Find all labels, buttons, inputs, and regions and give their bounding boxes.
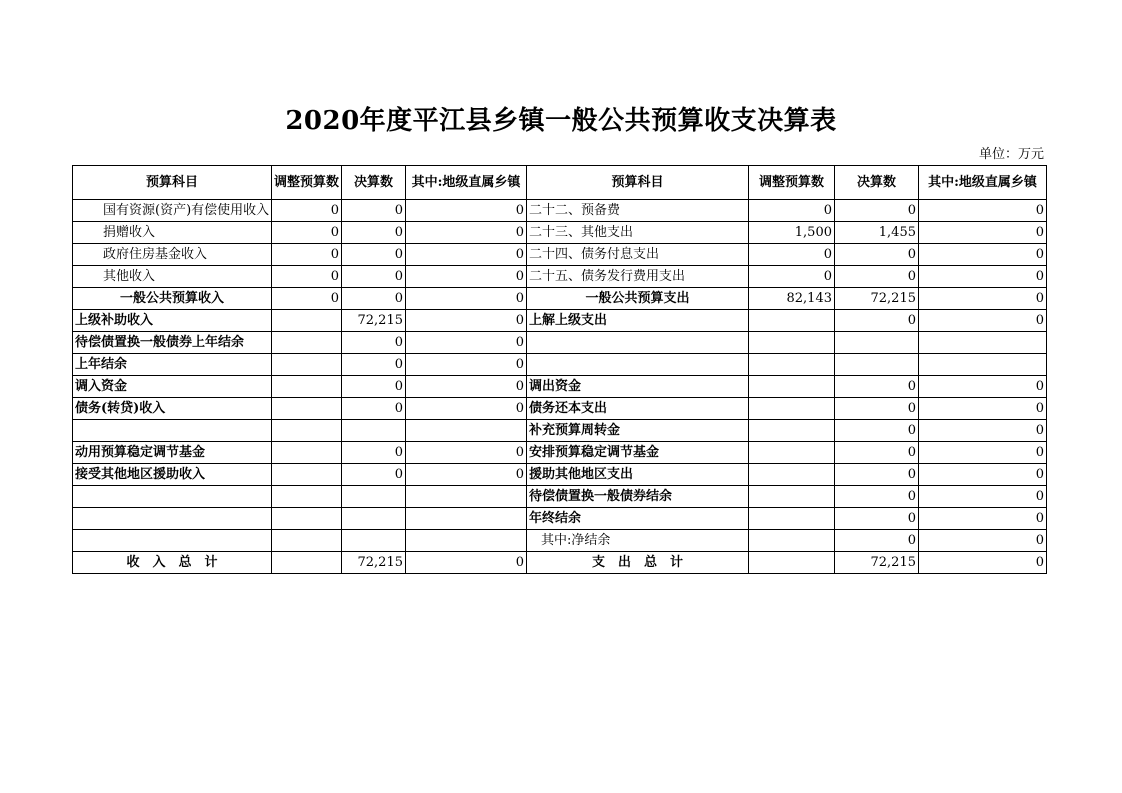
table-row xyxy=(73,266,1047,288)
right-subject-cell: 上解上级支出 xyxy=(527,310,749,332)
left-adjusted-cell xyxy=(272,442,342,464)
left-direct-cell: 0 xyxy=(406,200,527,222)
header-right-final: 决算数 xyxy=(835,166,919,200)
left-subject-cell: 动用预算稳定调节基金 xyxy=(73,442,272,464)
right-adjusted-cell: 82,143 xyxy=(749,288,835,310)
right-subject-cell: 二十二、预备费 xyxy=(527,200,749,222)
left-final-cell: 0 xyxy=(342,354,406,376)
right-direct-cell: 0 xyxy=(919,244,1047,266)
table-row xyxy=(73,288,1047,310)
right-subject-cell: 债务还本支出 xyxy=(527,398,749,420)
right-adjusted-cell xyxy=(749,332,835,354)
right-final-cell: 0 xyxy=(835,486,919,508)
right-final-cell: 0 xyxy=(835,420,919,442)
left-final-cell: 0 xyxy=(342,200,406,222)
left-direct-cell xyxy=(406,530,527,552)
table-row xyxy=(73,310,1047,332)
left-direct-cell: 0 xyxy=(406,464,527,486)
table-row xyxy=(73,464,1047,486)
table-row xyxy=(73,376,1047,398)
expenditure-total-direct: 0 xyxy=(919,552,1047,574)
right-direct-cell: 0 xyxy=(919,442,1047,464)
left-adjusted-cell: 0 xyxy=(272,222,342,244)
right-final-cell xyxy=(835,332,919,354)
right-adjusted-cell xyxy=(749,464,835,486)
right-subject-cell: 二十四、债务付息支出 xyxy=(527,244,749,266)
left-final-cell: 72,215 xyxy=(342,310,406,332)
unit-label: 单位：万元 xyxy=(978,147,1044,162)
left-direct-cell: 0 xyxy=(406,442,527,464)
left-subject-cell: 上年结余 xyxy=(73,354,272,376)
right-final-cell: 0 xyxy=(835,530,919,552)
table-row xyxy=(73,332,1047,354)
right-direct-cell: 0 xyxy=(919,420,1047,442)
right-direct-cell: 0 xyxy=(919,508,1047,530)
left-direct-cell: 0 xyxy=(406,376,527,398)
left-final-cell: 0 xyxy=(342,288,406,310)
right-adjusted-cell xyxy=(749,376,835,398)
left-adjusted-cell: 0 xyxy=(272,288,342,310)
table-row xyxy=(73,508,1047,530)
left-direct-cell: 0 xyxy=(406,244,527,266)
left-subject-cell: 政府住房基金收入 xyxy=(73,244,272,266)
header-left-adjusted: 调整预算数 xyxy=(272,166,342,200)
left-subject-cell xyxy=(73,508,272,530)
right-direct-cell: 0 xyxy=(919,376,1047,398)
table-row xyxy=(73,244,1047,266)
left-final-cell: 0 xyxy=(342,266,406,288)
right-adjusted-cell: 0 xyxy=(749,266,835,288)
left-subject-cell: 接受其他地区援助收入 xyxy=(73,464,272,486)
left-direct-cell: 0 xyxy=(406,354,527,376)
right-direct-cell: 0 xyxy=(919,486,1047,508)
right-direct-cell: 0 xyxy=(919,266,1047,288)
right-direct-cell xyxy=(919,354,1047,376)
left-final-cell: 0 xyxy=(342,442,406,464)
right-direct-cell: 0 xyxy=(919,398,1047,420)
right-adjusted-cell xyxy=(749,398,835,420)
left-subject-cell: 捐赠收入 xyxy=(73,222,272,244)
left-adjusted-cell xyxy=(272,464,342,486)
right-subject-cell: 二十五、债务发行费用支出 xyxy=(527,266,749,288)
right-final-cell: 0 xyxy=(835,244,919,266)
header-right-subject: 预算科目 xyxy=(527,166,749,200)
left-subject-cell xyxy=(73,486,272,508)
left-direct-cell: 0 xyxy=(406,398,527,420)
expenditure-total-label: 支 出 总 计 xyxy=(527,552,749,574)
left-adjusted-cell xyxy=(272,310,342,332)
right-subject-cell: 其中:净结余 xyxy=(527,530,749,552)
left-subject-cell xyxy=(73,530,272,552)
right-direct-cell: 0 xyxy=(919,288,1047,310)
right-direct-cell: 0 xyxy=(919,200,1047,222)
income-total-final: 72,215 xyxy=(342,552,406,574)
right-subject-cell: 安排预算稳定调节基金 xyxy=(527,442,749,464)
right-adjusted-cell xyxy=(749,310,835,332)
left-direct-cell xyxy=(406,420,527,442)
left-direct-cell xyxy=(406,486,527,508)
left-subject-cell: 债务(转贷)收入 xyxy=(73,398,272,420)
left-direct-cell: 0 xyxy=(406,332,527,354)
left-adjusted-cell xyxy=(272,420,342,442)
right-final-cell: 0 xyxy=(835,398,919,420)
right-adjusted-cell xyxy=(749,420,835,442)
header-left-subject: 预算科目 xyxy=(73,166,272,200)
right-adjusted-cell: 0 xyxy=(749,200,835,222)
left-final-cell: 0 xyxy=(342,398,406,420)
right-adjusted-cell xyxy=(749,508,835,530)
income-total-label: 收 入 总 计 xyxy=(73,552,272,574)
table-row xyxy=(73,222,1047,244)
right-subject-cell: 援助其他地区支出 xyxy=(527,464,749,486)
left-subject-cell xyxy=(73,420,272,442)
left-subject-cell: 待偿债置换一般债券上年结余 xyxy=(73,332,272,354)
right-subject-cell: 补充预算周转金 xyxy=(527,420,749,442)
right-adjusted-cell xyxy=(749,552,835,574)
right-direct-cell: 0 xyxy=(919,222,1047,244)
left-adjusted-cell xyxy=(272,398,342,420)
left-adjusted-cell: 0 xyxy=(272,244,342,266)
right-adjusted-cell xyxy=(749,354,835,376)
right-direct-cell: 0 xyxy=(919,530,1047,552)
left-adjusted-cell xyxy=(272,332,342,354)
right-final-cell: 0 xyxy=(835,376,919,398)
right-adjusted-cell: 0 xyxy=(749,244,835,266)
right-final-cell: 1,455 xyxy=(835,222,919,244)
left-final-cell xyxy=(342,530,406,552)
left-adjusted-cell xyxy=(272,376,342,398)
header-left-final: 决算数 xyxy=(342,166,406,200)
right-final-cell: 0 xyxy=(835,200,919,222)
right-subject-cell: 年终结余 xyxy=(527,508,749,530)
right-adjusted-cell xyxy=(749,530,835,552)
left-final-cell: 0 xyxy=(342,244,406,266)
header-left-direct: 其中:地级直属乡镇 xyxy=(406,166,527,200)
left-adjusted-cell xyxy=(272,530,342,552)
left-final-cell xyxy=(342,508,406,530)
right-final-cell: 0 xyxy=(835,508,919,530)
right-final-cell xyxy=(835,354,919,376)
page-title: 2020年度平江县乡镇一般公共预算收支决算表 xyxy=(285,106,837,136)
left-adjusted-cell xyxy=(272,508,342,530)
right-subject-cell xyxy=(527,354,749,376)
right-direct-cell: 0 xyxy=(919,464,1047,486)
left-direct-cell: 0 xyxy=(406,222,527,244)
header-right-adjusted: 调整预算数 xyxy=(749,166,835,200)
right-final-cell: 0 xyxy=(835,266,919,288)
table-row xyxy=(73,398,1047,420)
left-final-cell: 0 xyxy=(342,376,406,398)
left-subject-cell: 上级补助收入 xyxy=(73,310,272,332)
right-direct-cell xyxy=(919,332,1047,354)
left-subject-cell: 国有资源(资产)有偿使用收入 xyxy=(73,200,272,222)
right-subject-cell: 二十三、其他支出 xyxy=(527,222,749,244)
right-subject-cell xyxy=(527,332,749,354)
table-row xyxy=(73,486,1047,508)
right-final-cell: 0 xyxy=(835,310,919,332)
left-subject-cell: 调入资金 xyxy=(73,376,272,398)
right-final-cell: 0 xyxy=(835,442,919,464)
left-adjusted-cell xyxy=(272,354,342,376)
header-right-direct: 其中:地级直属乡镇 xyxy=(919,166,1047,200)
left-subject-cell: 其他收入 xyxy=(73,266,272,288)
left-direct-cell xyxy=(406,508,527,530)
right-adjusted-cell xyxy=(749,442,835,464)
right-adjusted-cell xyxy=(749,486,835,508)
left-final-cell xyxy=(342,420,406,442)
left-direct-cell: 0 xyxy=(406,310,527,332)
table-row xyxy=(73,530,1047,552)
left-subject-cell: 一般公共预算收入 xyxy=(73,288,272,310)
left-adjusted-cell: 0 xyxy=(272,200,342,222)
left-final-cell: 0 xyxy=(342,464,406,486)
table-row xyxy=(73,442,1047,464)
right-subject-cell: 一般公共预算支出 xyxy=(527,288,749,310)
right-final-cell: 72,215 xyxy=(835,288,919,310)
right-subject-cell: 调出资金 xyxy=(527,376,749,398)
left-final-cell: 0 xyxy=(342,332,406,354)
total-row xyxy=(73,552,1047,574)
left-adjusted-cell: 0 xyxy=(272,266,342,288)
table-header-row xyxy=(73,166,1047,200)
right-final-cell: 0 xyxy=(835,464,919,486)
left-direct-cell: 0 xyxy=(406,288,527,310)
right-direct-cell: 0 xyxy=(919,310,1047,332)
table-row xyxy=(73,420,1047,442)
table-row xyxy=(73,200,1047,222)
left-direct-cell: 0 xyxy=(406,266,527,288)
expenditure-total-final: 72,215 xyxy=(835,552,919,574)
left-final-cell xyxy=(342,486,406,508)
right-subject-cell: 待偿债置换一般债券结余 xyxy=(527,486,749,508)
left-adjusted-cell xyxy=(272,552,342,574)
table-row xyxy=(73,354,1047,376)
income-total-direct: 0 xyxy=(406,552,527,574)
left-adjusted-cell xyxy=(272,486,342,508)
right-adjusted-cell: 1,500 xyxy=(749,222,835,244)
budget-table xyxy=(72,165,1047,574)
left-final-cell: 0 xyxy=(342,222,406,244)
